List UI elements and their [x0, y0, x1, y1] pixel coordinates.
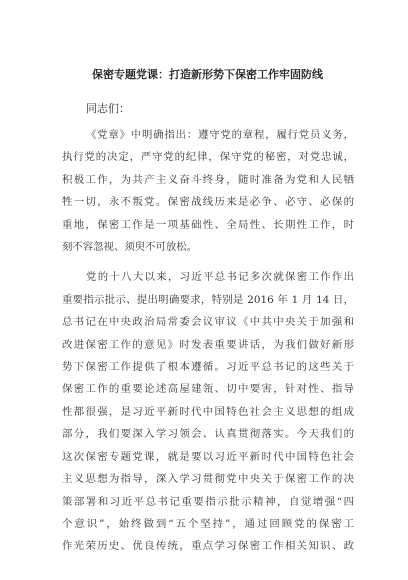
paragraph-line: 重要指示批示、提出明确要求，特别是 2016 年 1 月 14 日， — [62, 293, 354, 306]
paragraph-line: 改进保密工作的意见》时发表重要讲话，为我们做好新形 — [62, 338, 354, 351]
paragraph-line: 这次保密专题党课，就是要以习近平新时代中国特色社会 — [62, 450, 354, 463]
salutation: 同志们： — [86, 102, 130, 115]
paragraph-line: 积极工作，为共产主义奋斗终身，随时准备为党和人民牺 — [62, 173, 354, 186]
paragraph-line: 性都很强，是习近平新时代中国特色社会主义思想的组成 — [62, 405, 354, 418]
paragraph-1 — [62, 124, 354, 258]
paragraph-line: 执行党的决定，严守党的纪律，保守党的秘密，对党忠诚， — [62, 151, 354, 164]
paragraph-line: 重地，保密工作是一项基础性、全局性、长期性工作，时 — [62, 218, 354, 231]
paragraph-line: 策部署和习近平总书记重要指示批示精神，自觉增强“四 — [62, 495, 354, 508]
paragraph-line: 作光荣历史、优良传统，重点学习保密工作相关知识、政 — [62, 540, 354, 553]
paragraph-line: 部分，我们要深入学习领会、认真贯彻落实。今天我们的 — [62, 428, 354, 441]
paragraph-line: 主义思想为指导，深入学习贯彻党中央关于保密工作的决 — [62, 473, 354, 486]
paragraph-2 — [62, 266, 354, 557]
paragraph-line: 牲一切，永不叛党。保密战线历来是必争、必守、必保的 — [62, 196, 354, 209]
paragraph-line: 《党章》中明确指出：遵守党的章程，履行党员义务， — [86, 129, 354, 141]
paragraph-line: 总书记在中央政治局常委会议审议《中共中央关于加强和 — [62, 316, 354, 329]
paragraph-line: 个意识”，始终做到“五个坚持”，通过回顾党的保密工 — [62, 517, 354, 530]
paragraph-line: 保密工作的重要论述高屋建瓴、切中要害，针对性、指导 — [62, 383, 354, 396]
document-title: 保密专题党课：打造新形势下保密工作牢固防线 — [92, 68, 323, 81]
paragraph-line: 刻不容忽视、须臾不可放松。 — [62, 241, 198, 254]
paragraph-gap — [62, 258, 354, 266]
paragraph-line: 党的十八大以来，习近平总书记多次就保密工作作出 — [86, 271, 354, 284]
paragraph-line: 势下保密工作提供了根本遵循。习近平总书记的这些关于 — [62, 361, 354, 374]
